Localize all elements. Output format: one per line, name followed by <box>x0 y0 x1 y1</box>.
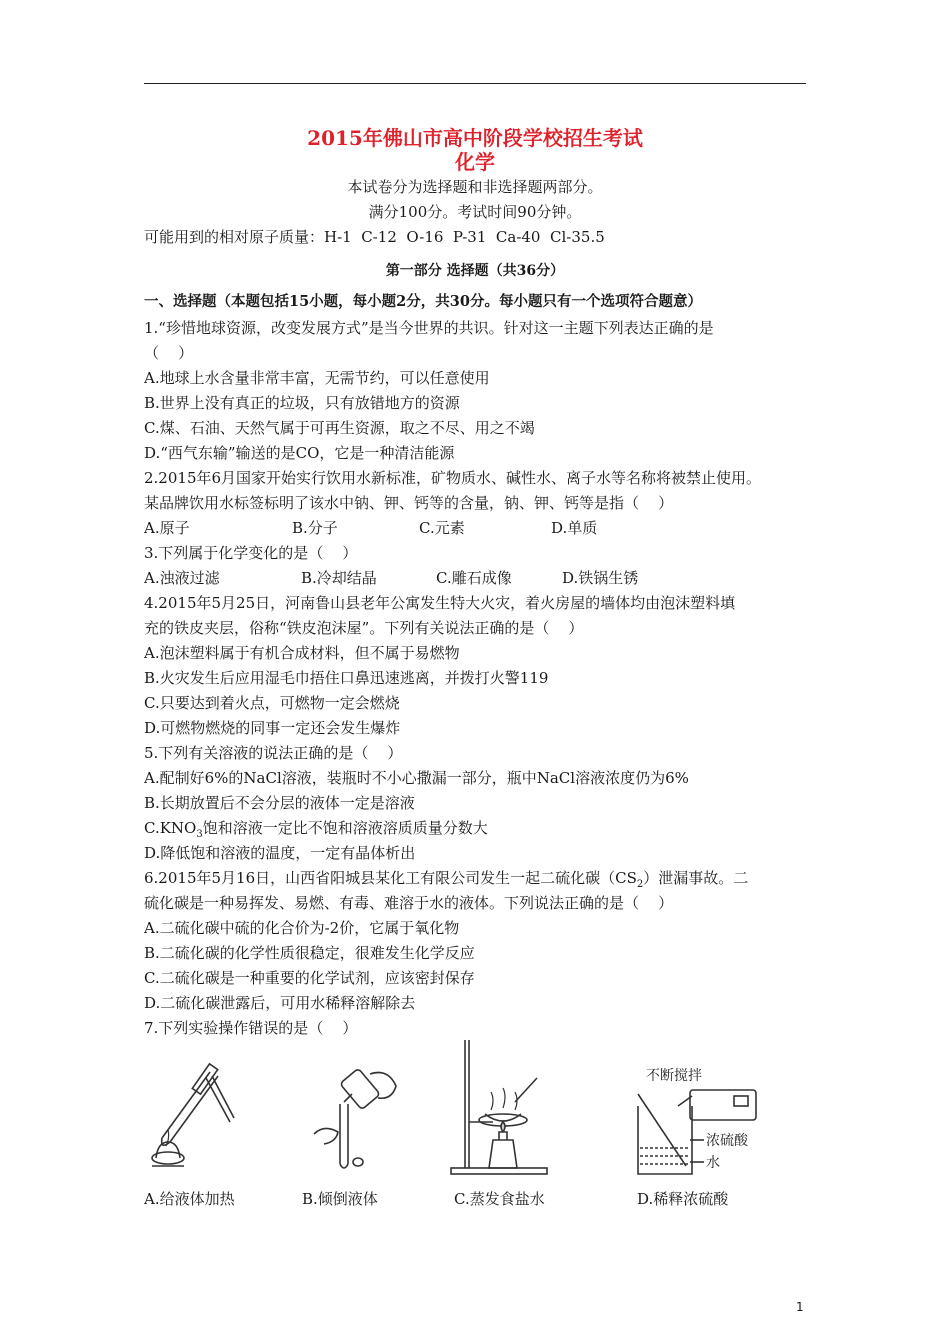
label-continuous-stirring: 不断搅拌 <box>646 1068 702 1084</box>
exam-subject: 化学 <box>455 150 495 174</box>
q2-stem-line1: 2.2015年6月国家开始实行饮用水新标准，矿物质水、碱性水、离子水等名称将被禁止使用。 <box>144 469 762 487</box>
section-heading: 一、选择题（本题包括15小题，每小题2分，共30分。每小题只有一个选项符合题意） <box>144 293 702 310</box>
q6-option-b: B.二硫化碳的化学性质很稳定，很难发生化学反应 <box>144 944 475 962</box>
figure-evaporating-salt-water <box>445 1036 550 1178</box>
atomic-mass-line: 可能用到的相对原子质量：H-1 C-12 O-16 P-31 Ca-40 Cl-35.5 <box>144 228 605 246</box>
q2-option-b: B.分子 <box>292 519 338 537</box>
figure-diluting-sulfuric-acid <box>630 1066 760 1181</box>
page-number: 1 <box>796 1300 804 1314</box>
q2-option-c: C.元素 <box>419 519 465 537</box>
part1-heading: 第一部分 选择题（共36分） <box>385 263 565 279</box>
q6-option-c: C.二硫化碳是一种重要的化学试剂，应该密封保存 <box>144 969 475 987</box>
q6-option-a: A.二硫化碳中硫的化合价为-2价，它属于氧化物 <box>144 919 460 937</box>
q7-option-a: A.给液体加热 <box>144 1190 235 1208</box>
q2-option-d: D.单质 <box>551 519 598 537</box>
q5-option-c-pre: C.KNO <box>144 819 197 837</box>
q3-option-d: D.铁锅生锈 <box>562 569 639 587</box>
q6-stem-pre: 6.2015年5月16日，山西省阳城县某化工有限公司发生一起二硫化碳（CS <box>144 869 637 887</box>
q6-stem-sub: 2 <box>636 879 644 890</box>
q7-option-c: C.蒸发食盐水 <box>454 1190 545 1208</box>
q3-option-c: C.雕石成像 <box>436 569 512 587</box>
q1-option-a: A.地球上水含量非常丰富，无需节约，可以任意使用 <box>144 369 490 387</box>
q5-option-c <box>144 818 488 845</box>
q5-stem: 5.下列有关溶液的说法正确的是（ ） <box>144 744 403 762</box>
q3-options <box>144 568 806 588</box>
q1-option-b: B.世界上没有真正的垃圾，只有放错地方的资源 <box>144 394 460 412</box>
top-rule <box>144 83 806 84</box>
q6-stem-line2: 硫化碳是一种易挥发、易燃、有毒、难溶于水的液体。下列说法正确的是（ ） <box>144 894 674 912</box>
q2-stem-line2: 某品牌饮用水标签标明了该水中钠、钾、钙等的含量，钠、钾、钙等是指（ ） <box>144 494 674 512</box>
q3-stem: 3.下列属于化学变化的是（ ） <box>144 544 358 562</box>
exam-info-1: 本试卷分为选择题和非选择题两部分。 <box>347 178 603 196</box>
q4-option-a: A.泡沫塑料属于有机合成材料，但不属于易燃物 <box>144 644 460 662</box>
q2-options <box>144 518 806 538</box>
figure-heating-liquid <box>148 1058 238 1173</box>
q4-stem-line1: 4.2015年5月25日，河南鲁山县老年公寓发生特大火灾，着火房屋的墙体均由泡沫塑料填 <box>144 594 736 612</box>
q7-stem: 7.下列实验操作错误的是（ ） <box>144 1019 358 1037</box>
q4-option-c: C.只要达到着火点，可燃物一定会燃烧 <box>144 694 400 712</box>
q5-option-b: B.长期放置后不会分层的液体一定是溶液 <box>144 794 415 812</box>
q1-stem-line2: （ ） <box>144 344 194 362</box>
q4-option-b: B.火灾发生后应用湿毛巾捂住口鼻迅速逃离，并拨打火警119 <box>144 669 549 687</box>
figure-pouring-liquid <box>300 1064 400 1174</box>
q5-option-c-post: 饱和溶液一定比不饱和溶液溶质质量分数大 <box>202 819 488 837</box>
q5-option-c-sub: 3 <box>196 829 203 840</box>
q1-stem-line1: 1.“珍惜地球资源，改变发展方式”是当今世界的共识。针对这一主题下列表达正确的是 <box>144 319 714 337</box>
q2-option-a: A.原子 <box>144 519 190 537</box>
q7-option-d: D.稀释浓硫酸 <box>637 1190 729 1208</box>
q4-stem-line2: 充的铁皮夹层，俗称“铁皮泡沫屋”。下列有关说法正确的是（ ） <box>144 619 584 637</box>
q5-option-a: A.配制好6%的NaCl溶液，装瓶时不小心撒漏一部分，瓶中NaCl溶液浓度仍为6% <box>144 769 689 787</box>
q6-option-d: D.二硫化碳泄露后，可用水稀释溶解除去 <box>144 994 416 1012</box>
q6-stem-post: ）泄漏事故。二 <box>643 869 749 887</box>
q1-option-d: D.“西气东输”输送的是CO，它是一种清洁能源 <box>144 444 455 462</box>
exam-info-2: 满分100分。考试时间90分钟。 <box>368 203 582 221</box>
q1-option-c: C.煤、石油、天然气属于可再生资源，取之不尽、用之不竭 <box>144 419 535 437</box>
exam-title: 2015年佛山市高中阶段学校招生考试 <box>307 126 643 150</box>
q5-option-d: D.降低饱和溶液的温度，一定有晶体析出 <box>144 844 416 862</box>
q3-option-b: B.冷却结晶 <box>301 569 377 587</box>
q6-stem-line1 <box>144 868 748 895</box>
q4-option-d: D.可燃物燃烧的同事一定还会发生爆炸 <box>144 719 401 737</box>
q7-option-b: B.倾倒液体 <box>302 1190 378 1208</box>
label-water: 水 <box>706 1155 720 1171</box>
label-concentrated-acid: 浓硫酸 <box>706 1133 748 1149</box>
q3-option-a: A.浊液过滤 <box>144 569 220 587</box>
